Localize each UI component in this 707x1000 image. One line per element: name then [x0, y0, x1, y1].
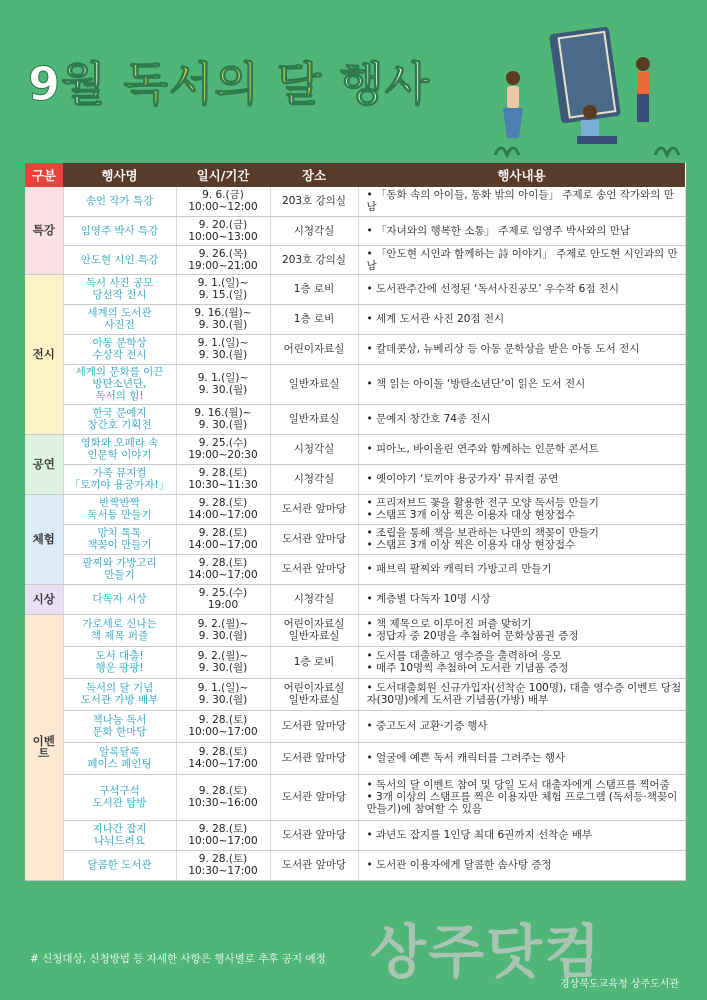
name-line: 사진전	[104, 319, 135, 331]
place-line: 일반자료실	[288, 630, 340, 642]
name-line: 도서관 탐방	[92, 797, 147, 809]
name-line: 만들기	[104, 569, 135, 581]
header-date: 일시/기간	[176, 163, 270, 187]
date-line: 9. 28.(토)	[198, 467, 248, 479]
table-row	[25, 187, 685, 216]
place-cell	[270, 678, 358, 710]
content-cell	[358, 710, 685, 742]
content-line: • 패브릭 팔찌와 캐릭터 가방고리 만들기	[366, 563, 552, 575]
table-row	[25, 404, 685, 434]
place-cell	[270, 464, 358, 494]
content-line: • 책 읽는 아이돌 ‘방탄소년단’이 읽은 도서 전시	[366, 378, 586, 390]
date-line: 9. 28.(토)	[198, 497, 248, 509]
place-cell	[270, 524, 358, 554]
name-cell	[63, 216, 176, 245]
date-line: 9. 28.(토)	[198, 853, 248, 865]
table-row	[25, 304, 685, 334]
place-line: 일반자료실	[288, 694, 340, 706]
place-line: 시청각실	[293, 473, 335, 485]
watermark: 상주닷컴	[370, 918, 603, 986]
date-line: 9. 30.(월)	[198, 349, 248, 361]
name-line: 지나간 잡지	[92, 823, 147, 835]
name-line: 책 제목 퍼즐	[90, 630, 149, 642]
date-line: 9. 1.(일)~	[197, 337, 249, 349]
name-line: 방탄소년단,	[92, 378, 147, 390]
content-line: • 옛이야기 ‘토끼야 용궁가자’ 뮤지컬 공연	[366, 473, 559, 485]
content-cell	[358, 464, 685, 494]
content-line: • 칼데콧상, 뉴베리상 등 아동 문학상을 받은 아동 도서 전시	[366, 343, 640, 355]
place-cell	[270, 404, 358, 434]
content-cell	[358, 820, 685, 850]
name-line: 안도현 시인 특강	[80, 253, 159, 266]
table-row	[25, 678, 685, 710]
date-line: 9. 15.(일)	[198, 289, 248, 301]
content-line: • 피아노, 바이올린 연주와 함께하는 인문학 콘서트	[366, 443, 599, 455]
place-cell	[270, 364, 358, 404]
content-cell	[358, 850, 685, 880]
table-row	[25, 820, 685, 850]
place-line: 시청각실	[293, 443, 335, 455]
date-line: 19:00~20:30	[188, 449, 258, 461]
name-cell	[63, 245, 176, 274]
place-cell	[270, 554, 358, 584]
place-line: 시청각실	[293, 593, 335, 605]
content-line: • 얼굴에 예쁜 독서 캐릭터를 그려주는 행사	[366, 752, 566, 764]
place-line: 도서관 앞마당	[281, 859, 347, 871]
name-line: 수상작 전시	[92, 349, 147, 361]
content-line: • 계층별 다독자 10명 시상	[366, 593, 491, 605]
date-line: 10:00~17:00	[188, 835, 258, 847]
content-cell	[358, 274, 685, 304]
date-line: 14:00~17:00	[188, 509, 258, 521]
place-line: 도서관 앞마당	[281, 791, 347, 803]
date-cell	[176, 494, 270, 524]
content-line: • 3개 이상의 스탬프를 찍은 이용자만 체험 프로그램 (독서등·책꽂이 만들기)에 참여할 수 있음	[366, 791, 678, 815]
date-cell	[176, 404, 270, 434]
date-line: 9. 28.(토)	[198, 527, 248, 539]
name-line: 책꽂이 만들기	[87, 539, 152, 551]
name-cell	[63, 678, 176, 710]
place-line: 도서관 앞마당	[281, 503, 347, 515]
name-line: 독서의 달 기념	[85, 682, 154, 694]
name-line: 당선작 전시	[92, 289, 147, 301]
date-line: 9. 16.(월)~	[194, 407, 252, 419]
name-cell	[63, 850, 176, 880]
place-cell	[270, 774, 358, 820]
name-cell	[63, 584, 176, 614]
place-cell	[270, 820, 358, 850]
table-row	[25, 554, 685, 584]
date-line: 9. 30.(월)	[198, 630, 248, 642]
name-cell	[63, 304, 176, 334]
date-cell	[176, 434, 270, 464]
date-line: 9. 25.(수)	[198, 437, 248, 449]
place-cell	[270, 245, 358, 274]
name-line: 「토끼야 용궁가자!」	[69, 479, 170, 491]
content-cell	[358, 434, 685, 464]
name-line: 가로세로 신나는	[82, 618, 157, 630]
name-cell	[63, 187, 176, 216]
table-row	[25, 524, 685, 554]
name-line: 가족 뮤지컬	[92, 467, 147, 479]
name-cell	[63, 742, 176, 774]
name-line: 다독자 시상	[92, 593, 147, 605]
table-row	[25, 216, 685, 245]
name-cell	[63, 614, 176, 646]
content-cell	[358, 364, 685, 404]
content-cell	[358, 774, 685, 820]
content-line: • 세계 도서관 사진 20점 전시	[366, 313, 505, 325]
content-cell	[358, 494, 685, 524]
date-cell	[176, 245, 270, 274]
name-line: 송언 작가 특강	[85, 195, 154, 208]
content-cell	[358, 524, 685, 554]
place-line: 어린이자료실	[283, 618, 345, 630]
content-line: • 「안도현 시인과 함께하는 詩 이야기」 주제로 안도현 시인과의 만남	[366, 247, 678, 272]
category-cell: 특강	[25, 187, 63, 274]
place-line: 도서관 앞마당	[281, 829, 347, 841]
date-line: 10:00~13:00	[188, 230, 258, 243]
header-place: 장소	[270, 163, 358, 187]
date-line: 14:00~17:00	[188, 758, 258, 770]
date-line: 9. 28.(토)	[198, 714, 248, 726]
date-line: 9. 2.(월)~	[197, 618, 249, 630]
name-cell	[63, 710, 176, 742]
content-line: • 정답자 중 20명을 추첨하여 문화상품권 증정	[366, 630, 579, 642]
table-row	[25, 434, 685, 464]
place-line: 시청각실	[293, 224, 335, 237]
page-title: 9월 독서의 달 행사	[28, 57, 431, 111]
date-line: 9. 28.(토)	[198, 557, 248, 569]
place-line: 일반자료실	[288, 413, 340, 425]
date-line: 9. 30.(월)	[198, 319, 248, 331]
header-name: 행사명	[63, 163, 176, 187]
content-cell	[358, 187, 685, 216]
date-line: 10:30~17:00	[188, 865, 258, 877]
date-cell	[176, 524, 270, 554]
date-cell	[176, 584, 270, 614]
date-cell	[176, 646, 270, 678]
content-cell	[358, 678, 685, 710]
content-line: • 독서의 달 이벤트 참여 및 당일 도서 대출자에게 스탬프를 찍어줌	[366, 779, 670, 791]
date-line: 9. 1.(일)~	[197, 277, 249, 289]
place-line: 어린이자료실	[283, 682, 345, 694]
organization-name: 경상북도교육청 상주도서관	[560, 979, 680, 990]
name-cell	[63, 434, 176, 464]
name-cell	[63, 334, 176, 364]
content-cell	[358, 646, 685, 678]
name-cell	[63, 524, 176, 554]
content-line: • 중고도서 교환·기증 행사	[366, 720, 488, 732]
table-row	[25, 245, 685, 274]
date-line: 10:00~17:00	[188, 726, 258, 738]
table-row	[25, 464, 685, 494]
date-line: 10:00~12:00	[188, 201, 258, 214]
date-cell	[176, 274, 270, 304]
place-line: 1층 로비	[293, 283, 335, 295]
name-line: 반짝반짝	[99, 497, 140, 509]
category-cell: 전시	[25, 274, 63, 434]
place-line: 203호 강의실	[282, 195, 346, 208]
place-line: 도서관 앞마당	[281, 752, 347, 764]
name-cell	[63, 820, 176, 850]
date-line: 9. 1.(일)~	[197, 372, 249, 384]
content-line: • 「동화 속의 아이들, 동화 밖의 아이들」 주제로 송언 작가와의 만남	[366, 189, 674, 214]
footnote: # 신청대상, 신청방법 등 자세한 사항은 행사별로 추후 공지 예정	[30, 953, 326, 965]
content-line: • 도서대출회원 신규가입자(선착순 100명), 대출 영수증 이벤트 당첨자(30명)에게 도서관 기념품(가방) 배부	[366, 682, 682, 706]
place-line: 도서관 앞마당	[281, 533, 347, 545]
name-line: 망치 톡톡	[97, 527, 142, 539]
name-line: 아동 문학상	[92, 337, 147, 349]
name-line: 팔찌와 가방고리	[82, 557, 157, 569]
name-cell	[63, 494, 176, 524]
date-line: 9. 16.(월)~	[194, 307, 252, 319]
table-row	[25, 614, 685, 646]
date-line: 9. 28.(토)	[198, 785, 248, 797]
date-line: 9. 20.(금)	[198, 218, 248, 231]
table-header	[25, 163, 685, 187]
place-cell	[270, 187, 358, 216]
date-line: 9. 28.(토)	[198, 823, 248, 835]
content-line: • 도서관 이용자에게 달콤한 솜사탕 증정	[366, 859, 552, 871]
table-row	[25, 850, 685, 880]
content-cell	[358, 304, 685, 334]
date-line: 14:00~17:00	[188, 569, 258, 581]
content-cell	[358, 404, 685, 434]
date-cell	[176, 304, 270, 334]
name-line: 문화 한마당	[92, 726, 147, 738]
name-line: 임영주 박사 특강	[80, 224, 159, 237]
date-cell	[176, 187, 270, 216]
place-line: 1층 로비	[293, 313, 335, 325]
place-line: 203호 강의실	[282, 253, 346, 266]
name-cell	[63, 404, 176, 434]
content-line: • 도서를 대출하고 영수증을 출력하여 응모	[366, 650, 562, 662]
place-cell	[270, 614, 358, 646]
header-content: 행사내용	[358, 163, 685, 187]
table-row	[25, 274, 685, 304]
name-cell	[63, 646, 176, 678]
place-cell	[270, 646, 358, 678]
content-line: • 문예지 창간호 74종 전시	[366, 413, 491, 425]
place-line: 일반자료실	[288, 378, 340, 390]
date-cell	[176, 710, 270, 742]
table-row	[25, 494, 685, 524]
name-cell	[63, 774, 176, 820]
header-category: 구분	[25, 163, 63, 187]
name-line: 영화와 오페라 속	[80, 437, 159, 449]
category-cell: 공연	[25, 434, 63, 494]
table-row	[25, 334, 685, 364]
table-row	[25, 646, 685, 678]
content-cell	[358, 584, 685, 614]
place-cell	[270, 494, 358, 524]
name-cell	[63, 364, 176, 404]
table-body	[25, 187, 685, 880]
content-line: • 매주 10명씩 추첨하여 도서관 기념품 증정	[366, 662, 569, 674]
place-line: 1층 로비	[293, 656, 335, 668]
place-cell	[270, 274, 358, 304]
date-line: 19:00	[207, 599, 239, 611]
date-cell	[176, 850, 270, 880]
place-line: 도서관 앞마당	[281, 720, 347, 732]
place-cell	[270, 584, 358, 614]
name-line: 책나눔 독서	[92, 714, 147, 726]
content-line: • 프리저브드 꽃을 활용한 전구 모양 독서등 만들기	[366, 497, 599, 509]
category-cell: 이벤트	[25, 614, 63, 880]
table-row	[25, 774, 685, 820]
content-cell	[358, 742, 685, 774]
event-table	[25, 163, 686, 881]
name-cell	[63, 554, 176, 584]
place-cell	[270, 710, 358, 742]
place-line: 어린이자료실	[283, 343, 345, 355]
name-line: 도서 대출!	[95, 650, 144, 662]
name-line: 나눠드려요	[94, 835, 145, 847]
content-line: • 도서관주간에 선정된 ‘독서사진공모’ 우수작 6점 전시	[366, 283, 620, 295]
date-cell	[176, 334, 270, 364]
date-line: 9. 30.(월)	[198, 694, 248, 706]
place-cell	[270, 216, 358, 245]
date-cell	[176, 820, 270, 850]
name-line: 세계의 문화를 이끈	[75, 366, 164, 378]
date-cell	[176, 216, 270, 245]
date-line: 10:30~11:30	[188, 479, 258, 491]
date-line: 9. 26.(목)	[198, 247, 248, 260]
name-line: 페이스 페인팅	[87, 758, 152, 770]
name-cell	[63, 274, 176, 304]
content-line: • 스탬프 3개 이상 찍은 이용자 대상 현장접수	[366, 539, 576, 551]
table-row	[25, 364, 685, 404]
place-line: 도서관 앞마당	[281, 563, 347, 575]
name-line: 알록달록	[99, 746, 140, 758]
place-cell	[270, 850, 358, 880]
name-line: 인문학 이야기	[87, 449, 152, 461]
date-line: 9. 30.(월)	[198, 384, 248, 396]
name-line: 행운 팡팡!	[95, 662, 144, 674]
date-cell	[176, 364, 270, 404]
date-cell	[176, 554, 270, 584]
name-line: 독서 사진 공모	[85, 277, 154, 289]
name-line: 세계의 도서관	[87, 307, 152, 319]
name-line: 독서의 힘!	[95, 390, 144, 402]
content-line: • 책 제목으로 이루어진 퍼즐 맞히기	[366, 618, 532, 630]
date-cell	[176, 742, 270, 774]
date-line: 9. 30.(월)	[198, 419, 248, 431]
name-line: 구석구석	[99, 785, 140, 797]
date-line: 9. 1.(일)~	[197, 682, 249, 694]
content-line: • 과년도 잡지를 1인당 최대 6권까지 선착순 배부	[366, 829, 592, 841]
name-cell	[63, 464, 176, 494]
content-cell	[358, 614, 685, 646]
date-line: 9. 28.(토)	[198, 746, 248, 758]
content-cell	[358, 334, 685, 364]
date-line: 9. 25.(수)	[198, 587, 248, 599]
content-line: • 조립을 통해 책을 보관하는 나만의 책꽂이 만들기	[366, 527, 599, 539]
content-line: • 스탬프 3개 이상 찍은 이용자 대상 현장접수	[366, 509, 576, 521]
date-line: 10:30~16:00	[188, 797, 258, 809]
content-cell	[358, 245, 685, 274]
reading-illustration	[485, 20, 695, 170]
name-line: 독서등 만들기	[87, 509, 152, 521]
date-cell	[176, 614, 270, 646]
date-line: 14:00~17:00	[188, 539, 258, 551]
place-cell	[270, 742, 358, 774]
table-row	[25, 742, 685, 774]
name-line: 한국 문예지	[92, 407, 147, 419]
name-line: 달콤한 도서관	[87, 859, 152, 871]
place-cell	[270, 304, 358, 334]
date-cell	[176, 774, 270, 820]
content-cell	[358, 554, 685, 584]
category-cell: 시상	[25, 584, 63, 614]
place-cell	[270, 334, 358, 364]
place-cell	[270, 434, 358, 464]
date-line: 9. 2.(월)~	[197, 650, 249, 662]
table-row	[25, 710, 685, 742]
category-cell: 체험	[25, 494, 63, 584]
date-cell	[176, 464, 270, 494]
date-line: 19:00~21:00	[188, 259, 258, 272]
name-line: 도서관 가방 배부	[80, 694, 159, 706]
content-cell	[358, 216, 685, 245]
content-line: • 「자녀와의 행복한 소통」 주제로 임영주 박사와의 만남	[366, 224, 631, 237]
name-line: 창간호 기획전	[87, 419, 152, 431]
table-row	[25, 584, 685, 614]
date-cell	[176, 678, 270, 710]
date-line: 9. 30.(월)	[198, 662, 248, 674]
date-line: 9. 6.(금)	[202, 189, 244, 202]
